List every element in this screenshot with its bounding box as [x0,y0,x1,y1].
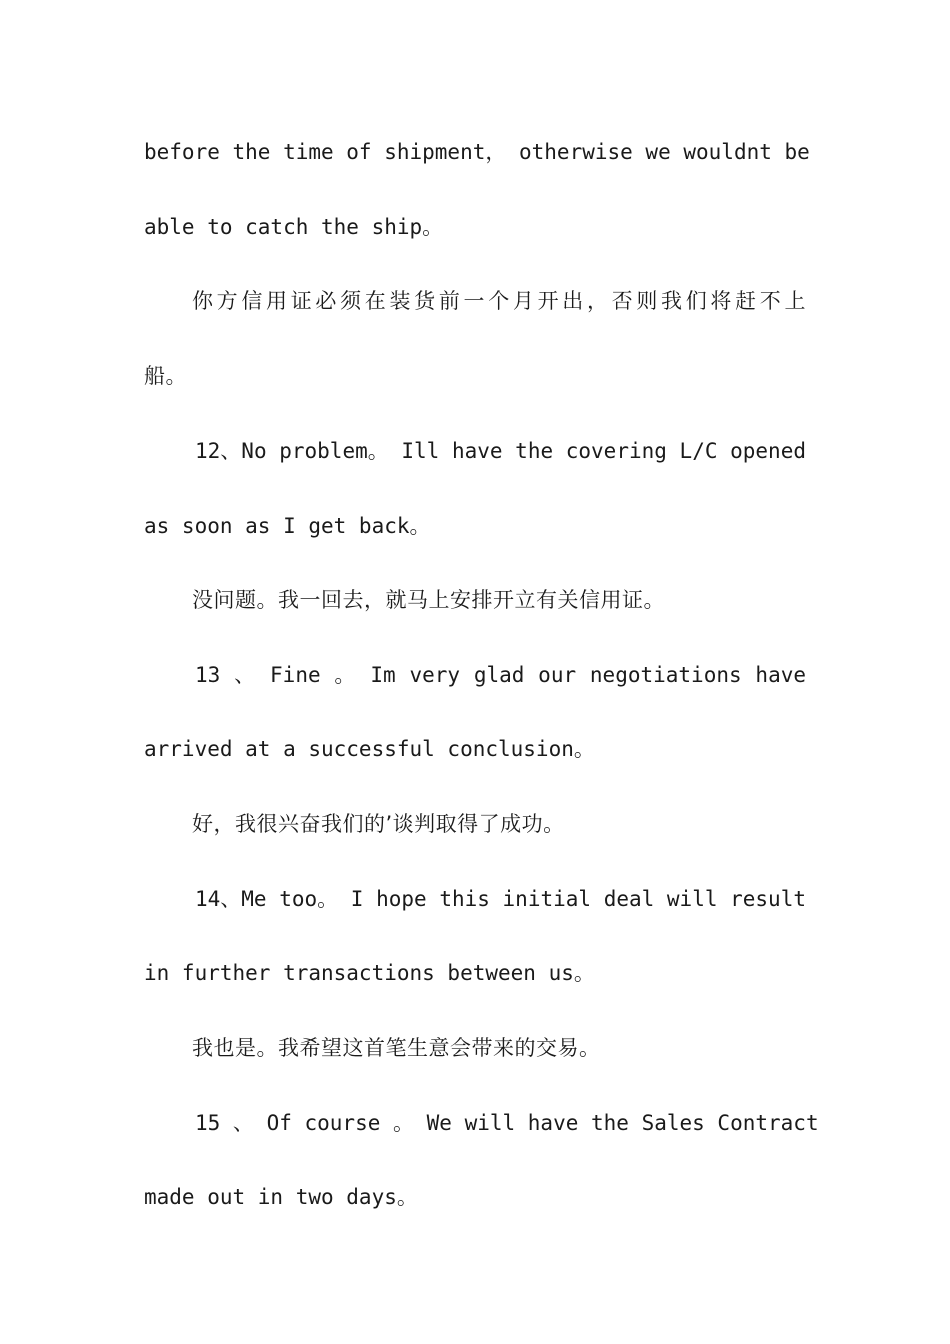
chinese-text-line: 船。 [144,364,187,388]
chinese-text-line: 好，我很兴奋我们的’谈判取得了成功。 [192,812,565,836]
text-line: able to catch the ship。 [144,215,444,239]
text-line: arrived at a successful conclusion。 [144,737,595,761]
numbered-sentence-line: 15 、 Of course 。 We will have the Sales Contract [195,1111,819,1135]
text-line: in further transactions between us。 [144,961,595,985]
text-line: made out in two days。 [144,1185,418,1209]
numbered-sentence-line: 13 、 Fine 。 Im very glad our negotiations have [195,663,806,687]
chinese-text-line: 你方信用证必须在装货前一个月开出，否则我们将赶不上 [192,289,806,313]
text-line: before the time of shipment， otherwise we wouldnt be [144,140,810,164]
chinese-text-line: 我也是。我希望这首笔生意会带来的交易。 [192,1036,601,1060]
text-line: as soon as I get back。 [144,514,431,538]
chinese-text-line: 没问题。我一回去，就马上安排开立有关信用证。 [192,588,665,612]
numbered-sentence-line: 12、No problem。 Ill have the covering L/C opened [195,439,806,463]
numbered-sentence-line: 14、Me too。 I hope this initial deal will result [195,887,806,911]
